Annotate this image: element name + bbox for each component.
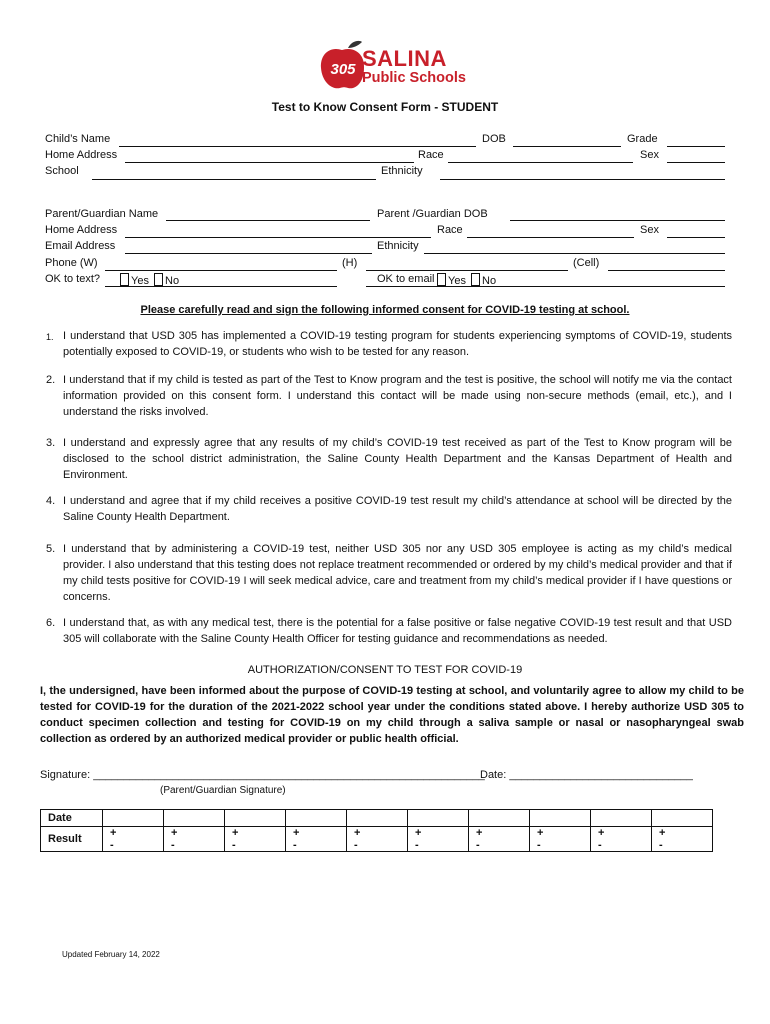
child-race-field[interactable] [448, 162, 633, 163]
ok-text-no-label: No [165, 275, 180, 287]
plus-option: + [598, 827, 605, 839]
result-cell[interactable] [225, 827, 286, 852]
consent-item [46, 615, 732, 647]
minus-option: - [354, 839, 358, 851]
logo-title: SALINA [362, 46, 447, 71]
item-text: I understand and agree that if my child receives a positive COVID-19 test result my child’s attendance at school will be directed by the Saline County Health Department. [63, 495, 732, 523]
plus-option: + [659, 827, 666, 839]
date-cell[interactable] [530, 810, 591, 827]
parent-sex-label: Sex [640, 224, 659, 236]
consent-item [46, 541, 732, 605]
date-cell[interactable] [408, 810, 469, 827]
date-header: Date [41, 810, 103, 827]
item-number: 1. [46, 332, 54, 342]
result-cell[interactable] [103, 827, 164, 852]
consent-item [46, 328, 732, 360]
parent-phone-label: Phone (W) [45, 257, 98, 269]
child-school-label: School [45, 165, 79, 177]
ok-text-yes-checkbox[interactable] [120, 273, 129, 286]
child-address-label: Home Address [45, 149, 118, 161]
child-grade-field[interactable] [667, 146, 725, 147]
result-cell[interactable] [286, 827, 347, 852]
authorization-text: I, the undersigned, have been informed about the purpose of COVID-19 testing at school, and voluntarily agree to allow my child to be tested for COVID-19 for the duration of the 2021-2022 school year under the conditions stated above. I hereby authorize USD 305 to conduct specimen collection and testing for COVID-19 on my child through a saliva sample or nasal or nasopharyngeal swab collection as ordered by an authorized medical provider or public health official. [40, 685, 744, 745]
item-text: I understand that USD 305 has implemented a COVID-19 testing program for students experiencing symptoms of COVID-19, students potentially exposed to COVID-19, or students who wish to be tested for any reason. [63, 330, 732, 358]
parent-email-field[interactable] [125, 253, 372, 254]
ok-email-yes-label: Yes [448, 275, 466, 287]
plus-option: + [537, 827, 544, 839]
ok-email-options [437, 273, 496, 287]
result-row [41, 827, 713, 852]
updated-footer: Updated February 14, 2022 [62, 950, 160, 959]
item-number: 4. [46, 495, 56, 507]
item-number: 5. [46, 543, 56, 555]
item-number: 2. [46, 374, 56, 386]
date-cell[interactable] [225, 810, 286, 827]
plus-option: + [110, 827, 117, 839]
ok-text-no-checkbox[interactable] [154, 273, 163, 286]
logo-number: 305 [330, 61, 356, 78]
child-sex-label: Sex [640, 149, 659, 161]
ok-email-yes-checkbox[interactable] [437, 273, 446, 286]
item-number: 6. [46, 617, 56, 629]
parent-race-field[interactable] [467, 237, 634, 238]
date-cell[interactable] [591, 810, 652, 827]
authorization-heading: AUTHORIZATION/CONSENT TO TEST FOR COVID-19 [247, 664, 523, 676]
child-ethnicity-field[interactable] [440, 179, 725, 180]
result-cell[interactable] [164, 827, 225, 852]
minus-option: - [171, 839, 175, 851]
minus-option: - [293, 839, 297, 851]
parent-address-field[interactable] [125, 237, 431, 238]
signature-field[interactable]: Signature: ________________________________________________________________ [40, 769, 485, 781]
minus-option: - [598, 839, 602, 851]
date-cell[interactable] [103, 810, 164, 827]
date-cell[interactable] [347, 810, 408, 827]
item-text: I understand that by administering a COVID-19 test, neither USD 305 nor any USD 305 employee is acting as my child’s medical provider. I also understand that this testing does not replace treatment recommended or ordered by my child’s medical provider and that if my child tests positive for COVID-19 I will seek medical advice, care and treatment from my child’s medical provider if I have questions or concerns. [63, 543, 732, 603]
ok-email-label: OK to email [377, 273, 435, 285]
results-table [40, 809, 713, 852]
ok-text-options [120, 273, 179, 287]
result-cell[interactable] [652, 827, 713, 852]
result-header: Result [41, 827, 103, 852]
minus-option: - [232, 839, 236, 851]
ok-email-line [366, 286, 725, 287]
consent-item [46, 372, 732, 420]
plus-option: + [293, 827, 300, 839]
logo-subtitle: Public Schools [362, 70, 466, 86]
item-number: 3. [46, 437, 56, 449]
minus-option: - [415, 839, 419, 851]
child-name-label: Child’s Name [45, 133, 111, 145]
item-text: I understand and expressly agree that any results of my child’s COVID-19 test received as part of the Test to Know program will be disclosed to the school district administration, the Saline County Health Department and the Kansas Department of Health and Environment. [63, 437, 732, 481]
item-text: I understand that if my child is tested as part of the Test to Know program and the test is positive, the school will notify me via the contact information provided on this consent form. I understand this contact will be made using non-secure methods (email, etc.), and I understand the risks involved. [63, 374, 732, 418]
parent-race-label: Race [437, 224, 463, 236]
child-dob-field[interactable] [513, 146, 621, 147]
plus-option: + [171, 827, 178, 839]
item-text: I understand that, as with any medical test, there is the potential for a false positive or false negative COVID-19 test result and that USD 305 will collaborate with the Saline County Health Officer for testing guidance and recommendations as needed. [63, 617, 732, 645]
parent-email-label: Email Address [45, 240, 116, 252]
consent-item [46, 435, 732, 483]
result-cell[interactable] [469, 827, 530, 852]
child-sex-field[interactable] [667, 162, 725, 163]
consent-heading: Please carefully read and sign the following informed consent for COVID-19 testing at school. [140, 304, 630, 316]
parent-name-label: Parent/Guardian Name [45, 208, 159, 220]
date-cell[interactable] [652, 810, 713, 827]
parent-phone-home-field[interactable] [366, 270, 568, 271]
apple-leaf-icon [348, 41, 362, 48]
plus-option: + [476, 827, 483, 839]
plus-option: + [415, 827, 422, 839]
form-title: Test to Know Consent Form - STUDENT [271, 100, 499, 114]
date-field[interactable]: Date: ______________________________ [480, 769, 693, 781]
date-cell[interactable] [286, 810, 347, 827]
parent-dob-field[interactable] [510, 220, 725, 221]
minus-option: - [659, 839, 663, 851]
parent-address-label: Home Address [45, 224, 118, 236]
result-cell[interactable] [347, 827, 408, 852]
child-address-field[interactable] [125, 162, 414, 163]
child-race-label: Race [418, 149, 444, 161]
date-row [41, 810, 713, 827]
parent-ethnicity-label: Ethnicity [377, 240, 419, 252]
child-name-field[interactable] [119, 146, 476, 147]
minus-option: - [476, 839, 480, 851]
minus-option: - [537, 839, 541, 851]
minus-option: - [110, 839, 114, 851]
ok-text-label: OK to text? [45, 273, 101, 285]
parent-ethnicity-field[interactable] [424, 253, 725, 254]
parent-cell-label: (Cell) [573, 257, 600, 269]
plus-option: + [232, 827, 239, 839]
child-grade-label: Grade [627, 133, 658, 145]
date-cell[interactable] [164, 810, 225, 827]
signature-caption: (Parent/Guardian Signature) [160, 785, 286, 796]
parent-sex-field[interactable] [667, 237, 725, 238]
child-ethnicity-label: Ethnicity [381, 165, 423, 177]
ok-email-no-checkbox[interactable] [471, 273, 480, 286]
parent-phone-work-field[interactable] [105, 270, 337, 271]
ok-text-yes-label: Yes [131, 275, 149, 287]
parent-phone-cell-field[interactable] [608, 270, 725, 271]
result-cell[interactable] [591, 827, 652, 852]
result-cell[interactable] [408, 827, 469, 852]
ok-email-no-label: No [482, 275, 497, 287]
child-school-field[interactable] [92, 179, 376, 180]
parent-dob-label: Parent /Guardian DOB [377, 208, 488, 220]
plus-option: + [354, 827, 361, 839]
parent-name-field[interactable] [166, 220, 370, 221]
date-cell[interactable] [469, 810, 530, 827]
child-dob-label: DOB [482, 133, 506, 145]
consent-item [46, 493, 732, 525]
result-cell[interactable] [530, 827, 591, 852]
parent-home-label: (H) [342, 257, 358, 269]
